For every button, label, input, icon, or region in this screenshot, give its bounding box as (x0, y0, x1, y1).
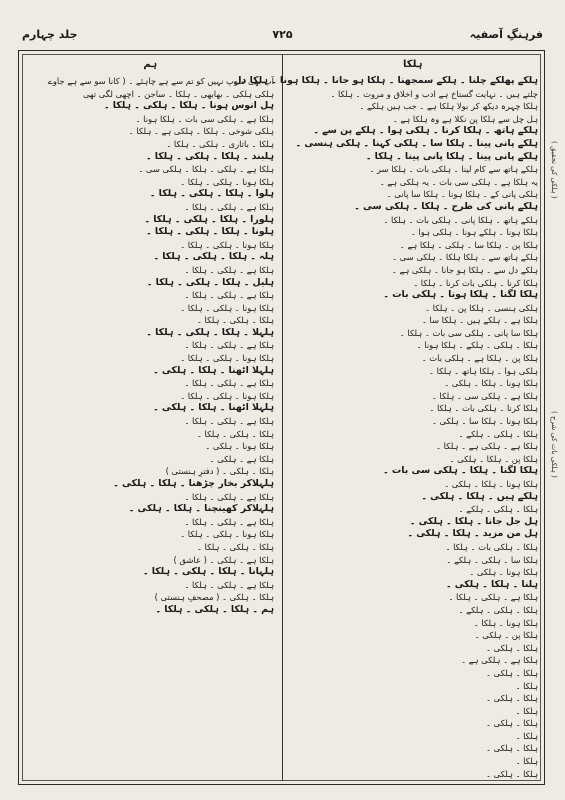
entry-text-line: ہلکی ہوا ۔ ہلکا ہاتھ ۔ ہلکا ۔ (429, 365, 538, 376)
entry-headword-line: ہلوا ۔ ہلکا ۔ ہلکی ۔ ہلکا ۔ (149, 188, 274, 200)
entry-headword-line: ہلہلا ۔ ہلکا ۔ ہلکی ۔ ہلکا ۔ (146, 326, 274, 338)
entry-text-line: ہلکا ہے ۔ ہلکی ۔ ہلکا ۔ (448, 592, 538, 603)
entry-text-line: ہلکا ہے ۔ ہلکی ۔ ہلکا ۔ (184, 378, 274, 389)
entry-text-line: ہلکی ہلکی ۔ بھابھی ۔ ہلکا ۔ ساجن ۔ اچھی لگی تھی (82, 88, 274, 99)
entry-text-line: ہلکا ۔ ہلکی ۔ ہلکا ۔ (196, 541, 274, 552)
entry-text-line: ہلکا ہے ۔ ہلکی ۔ ہلکا ۔ (184, 579, 274, 590)
volume-label: جلد چہارم (22, 28, 78, 41)
entry-text-line: ہلکا ۔ ہلکی ۔ (486, 718, 538, 729)
entry-text-line: ہلکا ۔ ہلکی ۔ ہلکا ۔ (196, 428, 274, 439)
entry-text-line: ہلکا پن ۔ ہلکا ہے ۔ ہلکی بات ۔ (421, 353, 538, 364)
entry-text-line: ہلکا ۔ ہلکی ۔ ہلکے ۔ (458, 604, 538, 615)
entry-headword-line: ہلکے پانی کی طرح ۔ ہلکا ۔ ہلکی سی ۔ (354, 200, 538, 212)
entry-headword-line: ہلہلا اٹھنا ۔ ہلکا ۔ ہلکی ۔ (153, 402, 274, 414)
left-column (27, 75, 274, 778)
right-column (233, 75, 538, 779)
entry-text-line: ہلکا ۔ ہلکی ۔ ( دفترِ ہنستی ) (165, 466, 274, 477)
entry-text-line: ہلکا کرنا ۔ ہلکی بات ۔ ہلکا ۔ (429, 403, 538, 414)
entry-text-line: ہلکا ہونا ۔ ہلکی ۔ ہلکا ۔ (180, 390, 274, 401)
entry-text-line: ہلکا ۔ ہلکی ۔ (486, 743, 538, 754)
entry-text-line: ہلکا ۔ ہلکی ۔ ہلکے ۔ ہلکا ہونا ۔ (416, 340, 538, 351)
entry-text-line: ہلکا ۔ ہلکی ۔ (486, 693, 538, 704)
entry-text-line: ہلکا سا ۔ ہلکی ۔ ہلکے ۔ (446, 554, 538, 565)
entry-text-line: ہلکی پانی کے ۔ ہلکا ہونا ۔ ہلکا سا پانی ۔ (386, 189, 538, 200)
entry-text-line: ہلکا ۔ ہلکی ۔ (486, 667, 538, 678)
entry-headword-line: ہلیل ۔ ہلکا ۔ ہلکی ۔ ہلکا ۔ (146, 276, 274, 288)
entry-text-line: ہلکا ہونا ۔ ہلکا ۔ (473, 617, 538, 628)
entry-headword-line: ہلکا لگنا ۔ ہلکا ہونا ۔ ہلکی بات ۔ (383, 289, 538, 301)
page-number: ۷۲۵ (272, 28, 293, 41)
entry-text-line: ہلکا ہونا ۔ ہلکی ۔ ہلکا ۔ (180, 302, 274, 313)
entry-headword-line: ہلورا ۔ ہلکا ۔ ہلکی ۔ ہلکا ۔ (144, 213, 274, 225)
entry-text-line: ہلکا ہونا ۔ ہلکی ۔ (469, 567, 538, 578)
entry-text-line: ہلکی شوخی ۔ ہلکا ۔ ہلکی ہے ۔ ہلکا ۔ (128, 126, 274, 137)
entry-text-line: ہلکا ۔ (515, 730, 538, 741)
entry-headword-line: ہل انوس ہونا ۔ ہلکا ۔ ہلکی ۔ ہلکا ۔ (103, 100, 274, 112)
entry-text-line: ہلکا ۔ ہلکی بات ۔ ہلکا ۔ (445, 541, 538, 552)
right-column-heading: ہلکا (402, 59, 423, 70)
entry-headword-line: ہل جل جانا ۔ ہلکا ۔ ہلکی ۔ (409, 515, 538, 527)
entry-headword-line: ہلہلا اٹھنا ۔ ہلکا ۔ ہلکی ۔ (153, 364, 274, 376)
entry-text-line: ہلکا ہونا ۔ ہلکے ہونا ۔ ہلکی ہوا ۔ (410, 227, 538, 238)
entry-text-line: ہلکی ہنسی ۔ ہلکا پن ۔ ہلکا ۔ (425, 302, 538, 313)
entry-text-line: ہلکا ۔ ہلکی ۔ ہلکے ۔ (458, 504, 538, 515)
entry-text-line: ہلکا ہے ۔ ہلکی ہے ۔ ہلکا ۔ (436, 441, 538, 452)
entry-text-line: یہ ہلکا ہے ۔ ہلکی سی بات ۔ یہ ہلکی ہے ۔ (379, 176, 538, 187)
entry-text-line: ہلکا ہونا ۔ ہلکی ۔ ہلکا ۔ (180, 239, 274, 250)
entry-text-line: ہلکے ہاتھ ۔ ہلکا پانی ۔ ہلکی بات ۔ ہلکا ۔ (383, 214, 538, 225)
entry-text-line: ہلکے ہاتھ سے کام لینا ۔ ہلکی بات ۔ ہلکا سر ۔ (369, 164, 538, 175)
entry-headword-line: ہلکے ہیں ۔ ہلکا ۔ ہلکی ۔ (421, 490, 538, 502)
entry-text-line: ہلکا ۔ ہلکی ۔ (486, 642, 538, 653)
column-divider (282, 54, 283, 781)
entry-text-line: ہلکا ہونا ۔ ہلکا ۔ ہلکی ۔ (444, 378, 538, 389)
entry-text-line: ہلکا ۔ ہلکی ۔ ہلکا ۔ (196, 315, 274, 326)
entry-text-line: ہلکا ہے ۔ ہلکی ۔ ( عاشق ) (173, 554, 274, 565)
entry-text-line: ہلکا پن ۔ ہلکا ۔ ہلکی ۔ (449, 453, 538, 464)
entry-text-line: ہلکا ہے ۔ ہلکے ہیں ۔ ہلکا سا ۔ (421, 315, 538, 326)
entry-text-line: ہلکا ہے ۔ ہلکی ۔ ہلکا ۔ ہلکی سی ۔ (138, 164, 274, 175)
entry-text-line: ہل چل سے ہلکا پن نکلا ہے وہ ہلکا ہے ۔ (392, 113, 538, 124)
entry-text-line: ہلکا ہونا ۔ ہلکی ۔ ہلکا ۔ (180, 353, 274, 364)
entry-text-line: ہلکے ہاتھ سے ۔ ہلکا ہلکا ۔ ہلکی سی ۔ (392, 252, 538, 263)
entry-text-line: ہلکا ہے ۔ ہلکی ۔ ہلکا ۔ (184, 340, 274, 351)
entry-text-line: ہلکا ہے ۔ ہلکی ۔ ہلکا ۔ (184, 491, 274, 502)
entry-text-line: ہلکا پن ۔ ہلکا سا ۔ ہلکی ۔ ہلکا ہے ۔ (399, 239, 538, 250)
entry-headword-line: ہلہانا ۔ ہلکا ۔ ہلکی ۔ ہلکا ۔ (142, 566, 274, 578)
entry-text-line: ہلکا ۔ (515, 705, 538, 716)
entry-headword-line: ہلبند ۔ ہلکا ۔ ہلکی ۔ ہلکا ۔ (145, 150, 274, 162)
entry-text-line: ہلکا ہے ۔ ہلکی ۔ (209, 453, 274, 464)
entry-text-line: ہلکا پن ۔ ہلکی ۔ (474, 630, 538, 641)
entry-headword-line: ہلکے ہاتھ ۔ ہلکا کرنا ۔ ہلکی ہوا ۔ ہلکے پن سے ۔ (313, 125, 538, 137)
entry-headword-line: ہلہلاکر بخار چڑھنا ۔ ہلکا ۔ ہلکی ۔ (113, 478, 274, 489)
left-column-heading: ہم (143, 59, 158, 70)
entry-text-line: ہلکا ہے ۔ ہلکی ۔ ہلکا ۔ (184, 264, 274, 275)
entry-text-line: ہلکا کرنا ۔ ہلکی بات کرنا ۔ ہلکا ۔ (413, 277, 538, 288)
entry-text-line: ہلکا ۔ (515, 756, 538, 767)
entry-headword-line: ہلونا ۔ ہلکا ۔ ہلکی ۔ ہلکا ۔ (146, 226, 274, 238)
entry-text-line: ہلکا ہے ۔ ہلکی ۔ ہلکا ۔ (184, 201, 274, 212)
entry-text-line: ہلکا ہے ۔ ہلکی ۔ ہلکا ۔ (184, 416, 274, 427)
entry-headword-line: ہلہلاکر کھینچنا ۔ ہلکا ۔ ہلکی ۔ (128, 503, 274, 515)
entry-text-line: چلتے ہیں ۔ نہایت گستاخ ہے ادب و اخلاق و مروت ۔ ہلکا ۔ (330, 88, 538, 99)
entry-text-line: ہلکا سا پانی ۔ ہلکی سی بات ۔ ہلکا ۔ (399, 327, 538, 338)
entry-text-line: ہلکا ہے ۔ ہلکی ہے ۔ (461, 655, 538, 666)
entry-headword-line: ہلکا لگنا ۔ ہلکا ۔ ہلکی سی بات ۔ (383, 465, 538, 477)
entry-text-line: ہلکے دل سے ۔ ہلکا ہو جانا ۔ ہلکی ہے ۔ (391, 264, 538, 275)
book-title: فرہنگِ آصفیہ (469, 28, 543, 41)
entry-headword-line: ہلکے پھلکے چلنا ۔ ہلکے سمجھنا ۔ ہلکا ہو جانا ۔ ہلکا ہونا ۔ ہلکا دل (233, 75, 538, 86)
entry-headword-line: ہلنا ۔ ہلکا ۔ ہلکی ۔ (445, 578, 538, 590)
entry-text-line: ہلکا ۔ ہلکی ۔ ( مصحفِ ہنستی ) (154, 592, 274, 603)
entry-headword-line: ہلکے پانی پینا ۔ ہلکا پانی پینا ۔ ہلکا ۔ (365, 150, 538, 162)
entry-text-line: ہلکا ہونا ۔ ہلکا ۔ ہلکی ۔ (444, 479, 538, 489)
entry-text-line: ہلکا ہونا ۔ ہلکی ۔ (205, 441, 274, 452)
entry-headword-line: ہم ۔ ہلکا ۔ ہلکی ۔ ہلکا ۔ (155, 603, 274, 615)
entry-text-line: ہلکا ہے ۔ ہلکی ۔ ہلکا ۔ (184, 516, 274, 527)
entry-headword-line: ہلکے پانی پینا ۔ ہلکا سا ۔ ہلکی کہنا ۔ ہلکی ہنسی ۔ (295, 137, 538, 149)
entry-text-line: آپ بھی سوپ نہیں کو تم سے ہے چاہئے ۔ ( کانا سو سے ہے جاوے (47, 76, 274, 86)
entry-text-line: ہلکا ہونا ۔ ہلکی ۔ ہلکا ۔ (180, 176, 274, 187)
margin-note-middle: ( ہلکی بات کی شرح ) (550, 411, 558, 478)
entry-text-line: ہلکا ہے ۔ ہلکی سی بات ۔ ہلکا ہونا ۔ (135, 113, 274, 124)
margin-note-top: ( ہلکی کی تحقیق ) (550, 141, 558, 199)
entry-headword-line: ہل من مزید ۔ ہلکا ۔ ہلکی ۔ (407, 528, 538, 540)
entry-text-line: ہلکا چہرہ دیکھ کر بولا ہلکا ہے ۔ جب ہیں ہلکے ۔ (359, 101, 538, 112)
entry-text-line: ہلکا ہے ۔ ہلکی ۔ ہلکا ۔ (184, 290, 274, 301)
entry-text-line: ہلکا ۔ باتاری ۔ ہلکی ۔ ہلکا ۔ (166, 138, 274, 149)
entry-text-line: ہلکا ۔ ہلکی ۔ ہلکے ۔ (458, 428, 538, 439)
entry-headword-line: ہلہ ۔ ہلکا ۔ ہلکی ۔ ہلکا ۔ (153, 251, 274, 263)
entry-text-line: ہلکا ہونا ۔ ہلکی ۔ ہلکا ۔ (180, 529, 274, 540)
entry-text-line: ہلکا ۔ (515, 680, 538, 691)
entry-text-line: ہلکا ۔ ہلکی ۔ (486, 768, 538, 779)
entry-text-line: ہلکا ہے ۔ ہلکی سی ۔ ہلکا ۔ (431, 390, 538, 401)
page-frame (18, 50, 558, 785)
page-header (22, 26, 543, 46)
entry-text-line: ہلکا ہونا ۔ ہلکا سا ۔ ہلکی ۔ (431, 416, 538, 427)
